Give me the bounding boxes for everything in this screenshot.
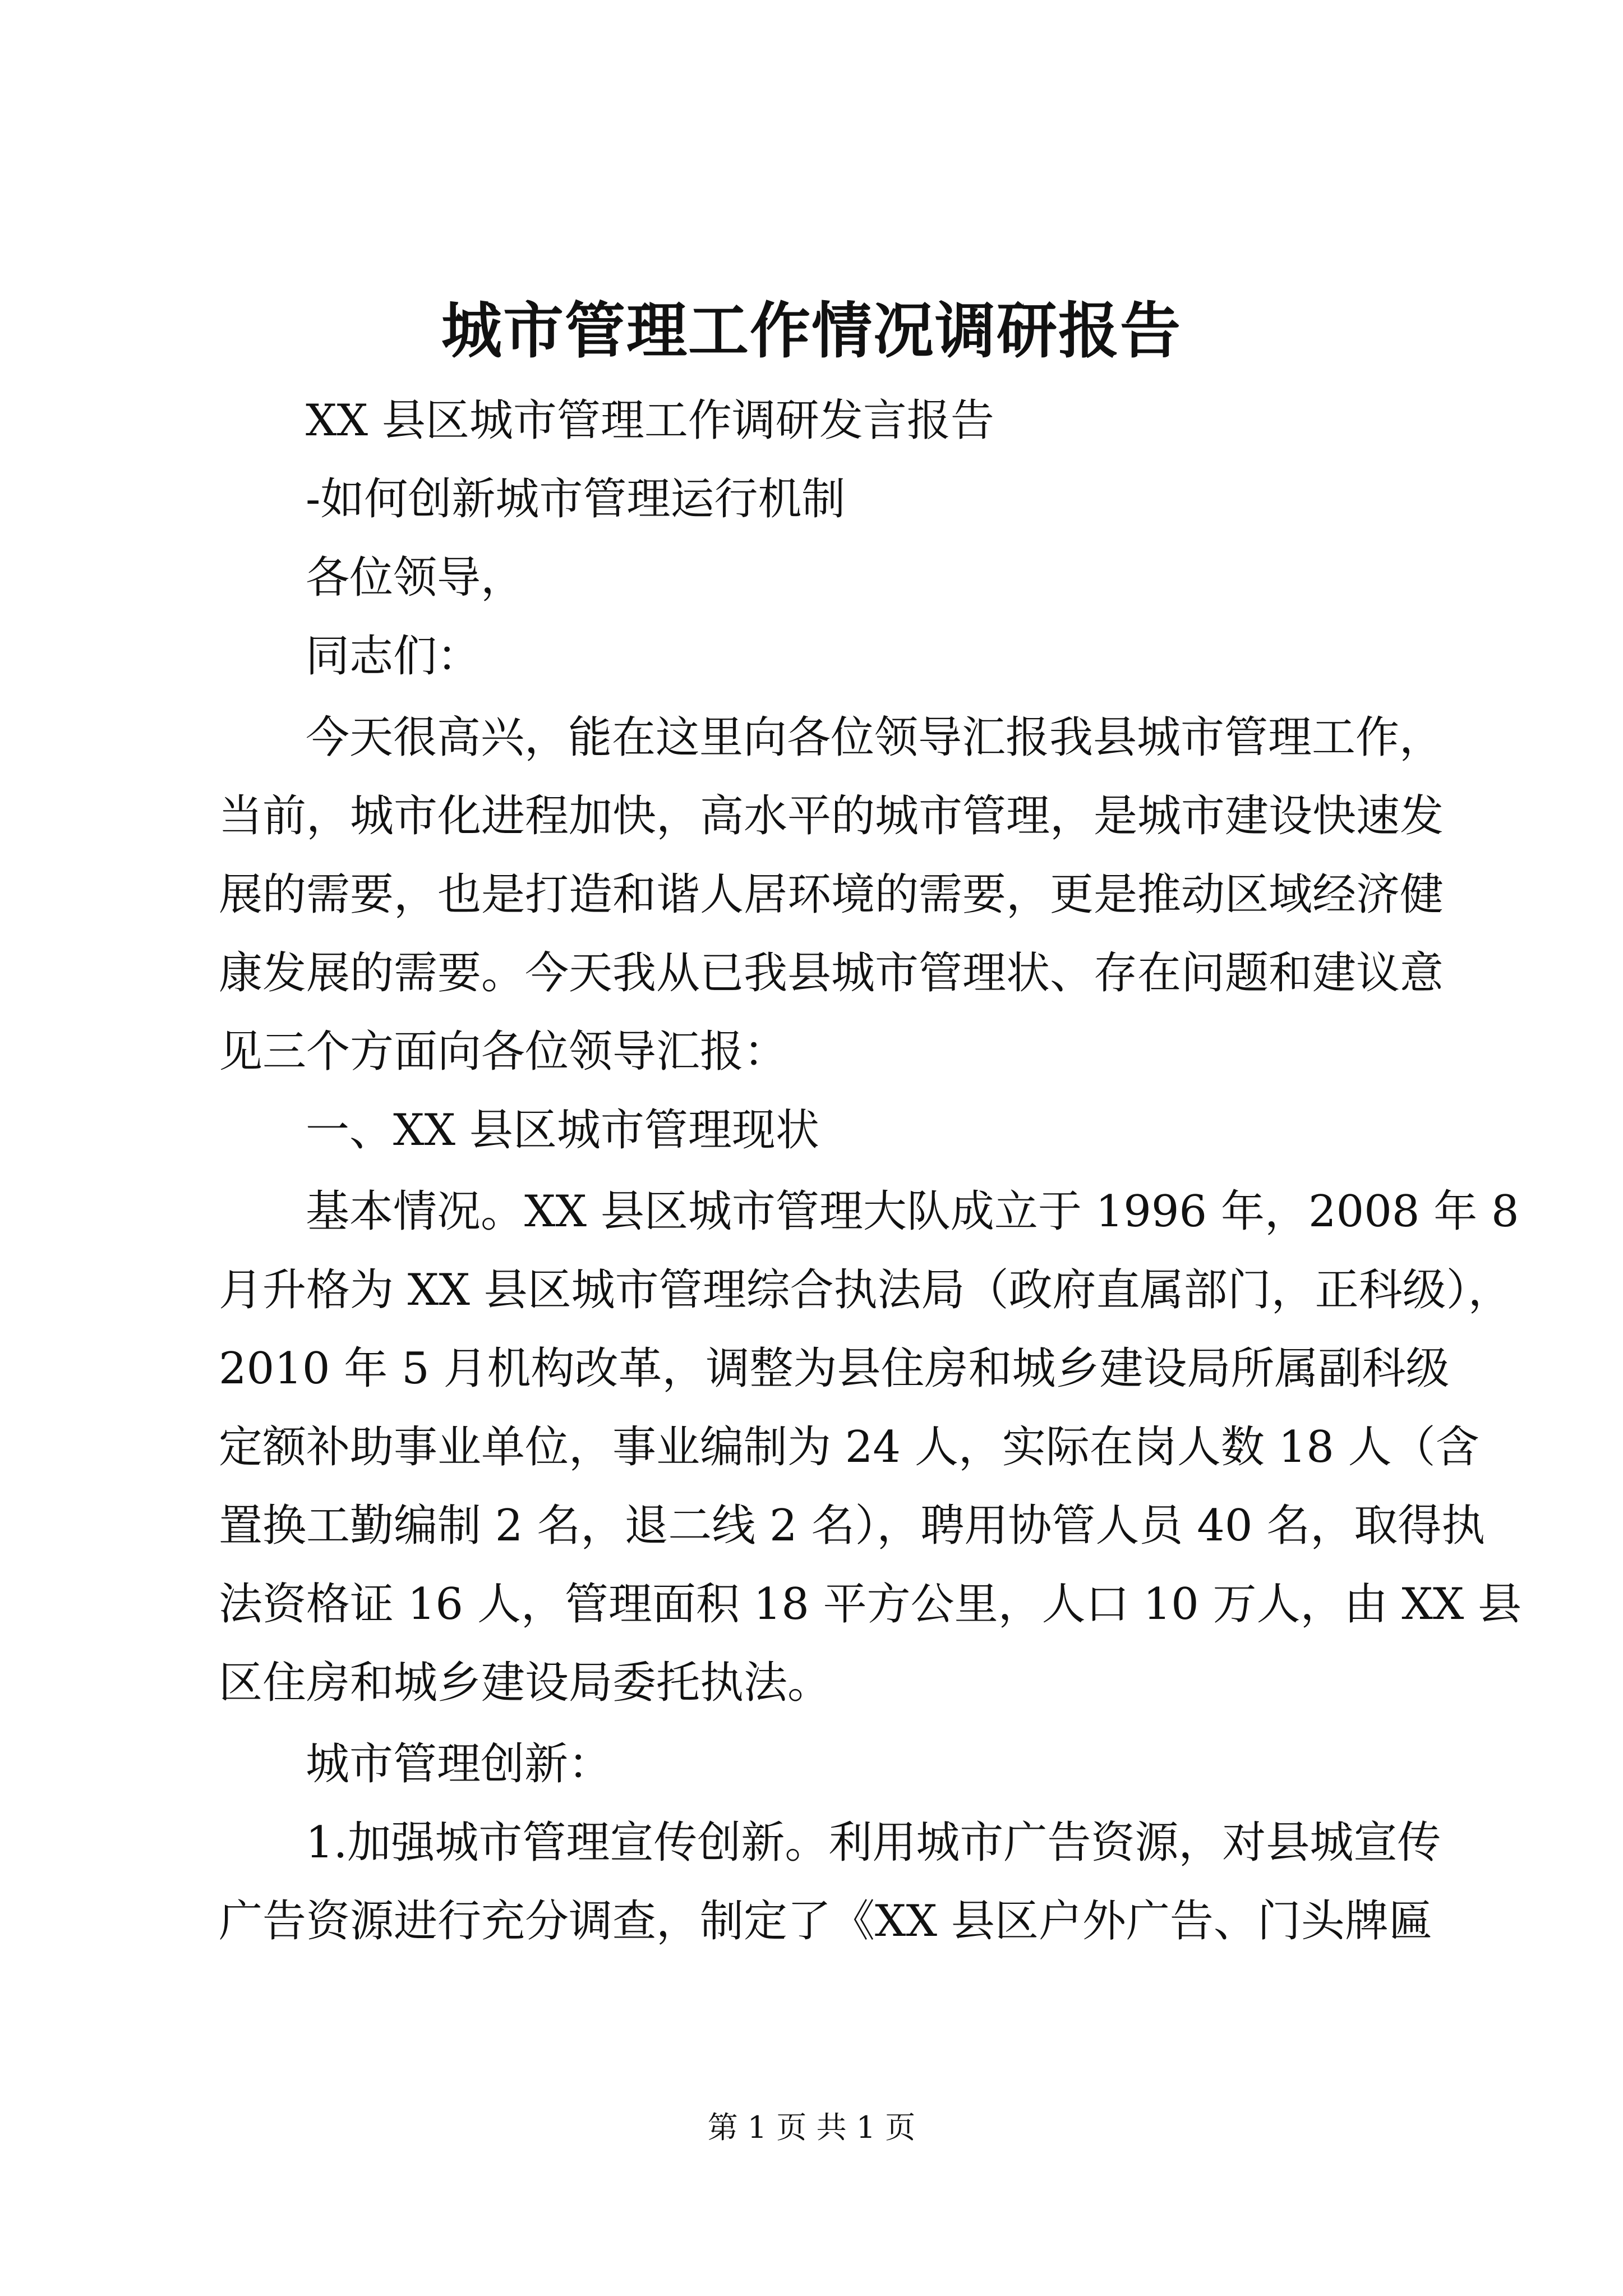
paragraph-line: 当前，城市化进程加快，高水平的城市管理，是城市建设快速发 [219, 791, 1444, 841]
subtitle-line: -如何创新城市管理运行机制 [306, 474, 846, 524]
subtitle-line: XX 县区城市管理工作调研发言报告 [306, 395, 994, 446]
page-number-footer: 第 1 页 共 1 页 [707, 2110, 916, 2145]
paragraph-line: 2010 年 5 月机构改革，调整为县住房和城乡建设局所属副科级 [219, 1343, 1450, 1394]
paragraph-line: 置换工勤编制 2 名，退二线 2 名），聘用协管人员 40 名，取得执 [219, 1501, 1486, 1551]
paragraph-line: 见三个方面向各位领导汇报： [219, 1027, 788, 1077]
paragraph-line: 今天很高兴，能在这里向各位领导汇报我县城市管理工作， [306, 712, 1444, 763]
salutation-line: 同志们： [306, 631, 481, 682]
section-heading: 一、XX 县区城市管理现状 [306, 1105, 819, 1156]
paragraph-line: 定额补助事业单位，事业编制为 24 人，实际在岗人数 18 人（含 [219, 1422, 1479, 1473]
paragraph-line: 展的需要，也是打造和谐人居环境的需要，更是推动区域经济健 [219, 869, 1444, 920]
paragraph-line: 1.加强城市管理宣传创新。利用城市广告资源，对县城宣传 [306, 1818, 1441, 1868]
paragraph-line: 月升格为 XX 县区城市管理综合执法局（政府直属部门，正科级）， [219, 1265, 1512, 1315]
section-heading: 城市管理创新： [306, 1739, 612, 1789]
document-title: 城市管理工作情况调研报告 [441, 296, 1182, 366]
paragraph-line: 法资格证 16 人，管理面积 18 平方公里，人口 10 万人，由 XX 县 [219, 1579, 1522, 1630]
paragraph-line: 区住房和城乡建设局委托执法。 [219, 1658, 832, 1708]
salutation-line: 各位领导， [306, 553, 525, 603]
paragraph-line: 康发展的需要。今天我从已我县城市管理状、存在问题和建议意 [219, 948, 1444, 999]
paragraph-line: 广告资源进行充分调查，制定了《XX 县区户外广告、门头牌匾 [219, 1896, 1432, 1947]
paragraph-line: 基本情况。XX 县区城市管理大队成立于 1996 年，2008 年 8 [306, 1186, 1519, 1237]
